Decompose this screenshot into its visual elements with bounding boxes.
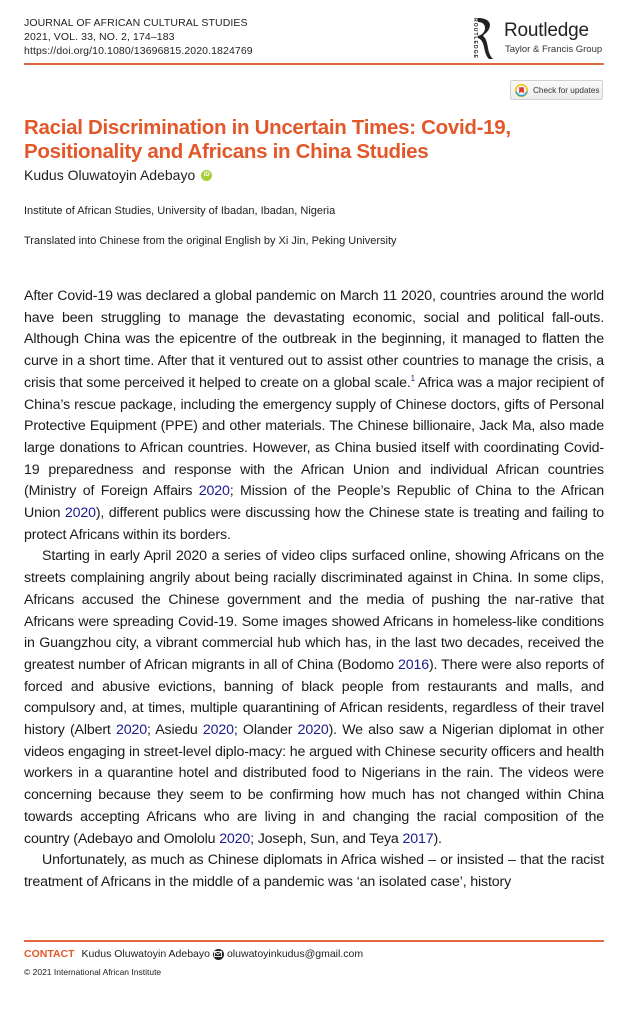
publisher-logo: [468, 16, 608, 60]
orcid-icon[interactable]: iD: [201, 170, 212, 181]
citation-link[interactable]: 2020: [64, 505, 96, 522]
author-name[interactable]: Kudus Oluwatoyin Adebayo: [24, 167, 196, 183]
check-updates-label: Check for updates: [533, 85, 600, 95]
translation-note: Translated into Chinese from the original English by Xi Jin, Peking University: [24, 235, 397, 247]
publisher-name: Routledge: [504, 20, 589, 41]
author-affiliation: Institute of African Studies, University of Ibadan, Ibadan, Nigeria: [24, 205, 336, 217]
citation-link[interactable]: 2020: [297, 722, 329, 739]
doi-link[interactable]: https://doi.org/10.1080/13696815.2020.1824769: [24, 45, 253, 57]
footer-divider: [24, 940, 604, 942]
journal-name: JOURNAL OF AFRICAN CULTURAL STUDIES: [24, 17, 248, 29]
check-for-updates-button[interactable]: [510, 80, 603, 100]
footnote-ref[interactable]: 1: [410, 373, 415, 383]
svg-text:ROUTLEDGE: ROUTLEDGE: [472, 18, 478, 58]
volume-info: 2021, VOL. 33, NO. 2, 174–183: [24, 31, 175, 43]
contact-line: [24, 948, 363, 960]
contact-name: Kudus Oluwatoyin Adebayo: [81, 948, 210, 960]
author-line: [24, 167, 212, 183]
contact-email[interactable]: oluwatoyinkudus@gmail.com: [226, 948, 364, 960]
citation-link[interactable]: 2020: [198, 483, 230, 500]
citation-link[interactable]: 2017: [402, 830, 434, 847]
citation-link[interactable]: 2020: [115, 722, 147, 739]
paragraph-1: After Covid-19 was declared a global pandemic on March 11 2020, countries around the world have been struggling to manage the devastating economic, social and political fall-outs. Although China was the epicentre of the outbreak in the beginning, it managed to flatten the curve in a short time. After that it ventured out to assist other countries to manage the crisis, a crisis that some perceived it helped to create on a global scale.$^1$ Africa was a major recipient of China’s rescue package, including the emergency supply of Chinese doctors, gifts of Personal Protective Equipment (PPE) and other materials. The Chinese billionaire, Jack Ma, also made large donations to African countries. However, as China busied itself with coordinating Covid-19 preparedness and response with the African Union and individual African countries (Ministry of Foreign Affairs 2020; Mission of the People’s Republic of China to the African Union 2020), different publics were discussing how the Chinese state is treating and failing to protect Africans within its borders.: [24, 288, 604, 543]
paragraph-3: Unfortunately, as much as Chinese diplomats in Africa wished – or insisted – that the racist treatment of Africans in the middle of a pandemic was ‘an isolated case’, history: [24, 852, 604, 890]
citation-link[interactable]: 2020: [219, 830, 251, 847]
article-body: [24, 286, 604, 894]
citation-link[interactable]: 2016: [397, 656, 429, 673]
header-divider: [24, 63, 604, 65]
email-icon: [213, 949, 224, 960]
journal-meta: [24, 16, 253, 58]
article-title: Racial Discrimination in Uncertain Times: Covid-19, Positionality and Africans in China Studies: [24, 116, 511, 163]
copyright-notice: © 2021 International African Institute: [24, 967, 162, 977]
contact-label: CONTACT: [24, 948, 75, 960]
routledge-logo-icon: [468, 16, 494, 60]
publisher-group: Taylor & Francis Group: [505, 44, 603, 55]
paragraph-2: Starting in early April 2020 a series of video clips surfaced online, showing Africans on the streets complaining angrily about being racially discriminated against in China. In some clips, Africans accused the Chinese government and the media of pushing the nar-rative that Africans were spreading Covid-19. Some images showed Africans in homeless-like conditions in Guangzhou city, a vibrant commercial hub which has, in the last two decades, received the greatest number of African migrants in all of China (Bodomo 2016). There were also reports of forced and abusive evictions, banning of black people from restaurants and malls, and compulsory and, at times, multiple quarantining of African residents, regardless of their travel history (Albert 2020; Asiedu 2020; Olander 2020). We also saw a Nigerian diplomat in other videos engaging in street-level diplo-macy: he argued with Chinese security officers and health workers in a quarantine hotel and distributed food to Nigerians in the rain. The videos were concerning because they seem to be confirming how much has not changed within China towards accepting Africans who are living in and changing the racial composition of the country (Adebayo and Omololu 2020; Joseph, Sun, and Teya 2017).: [24, 548, 604, 847]
citation-link[interactable]: 2020: [202, 722, 234, 739]
check-updates-icon: [515, 84, 528, 97]
